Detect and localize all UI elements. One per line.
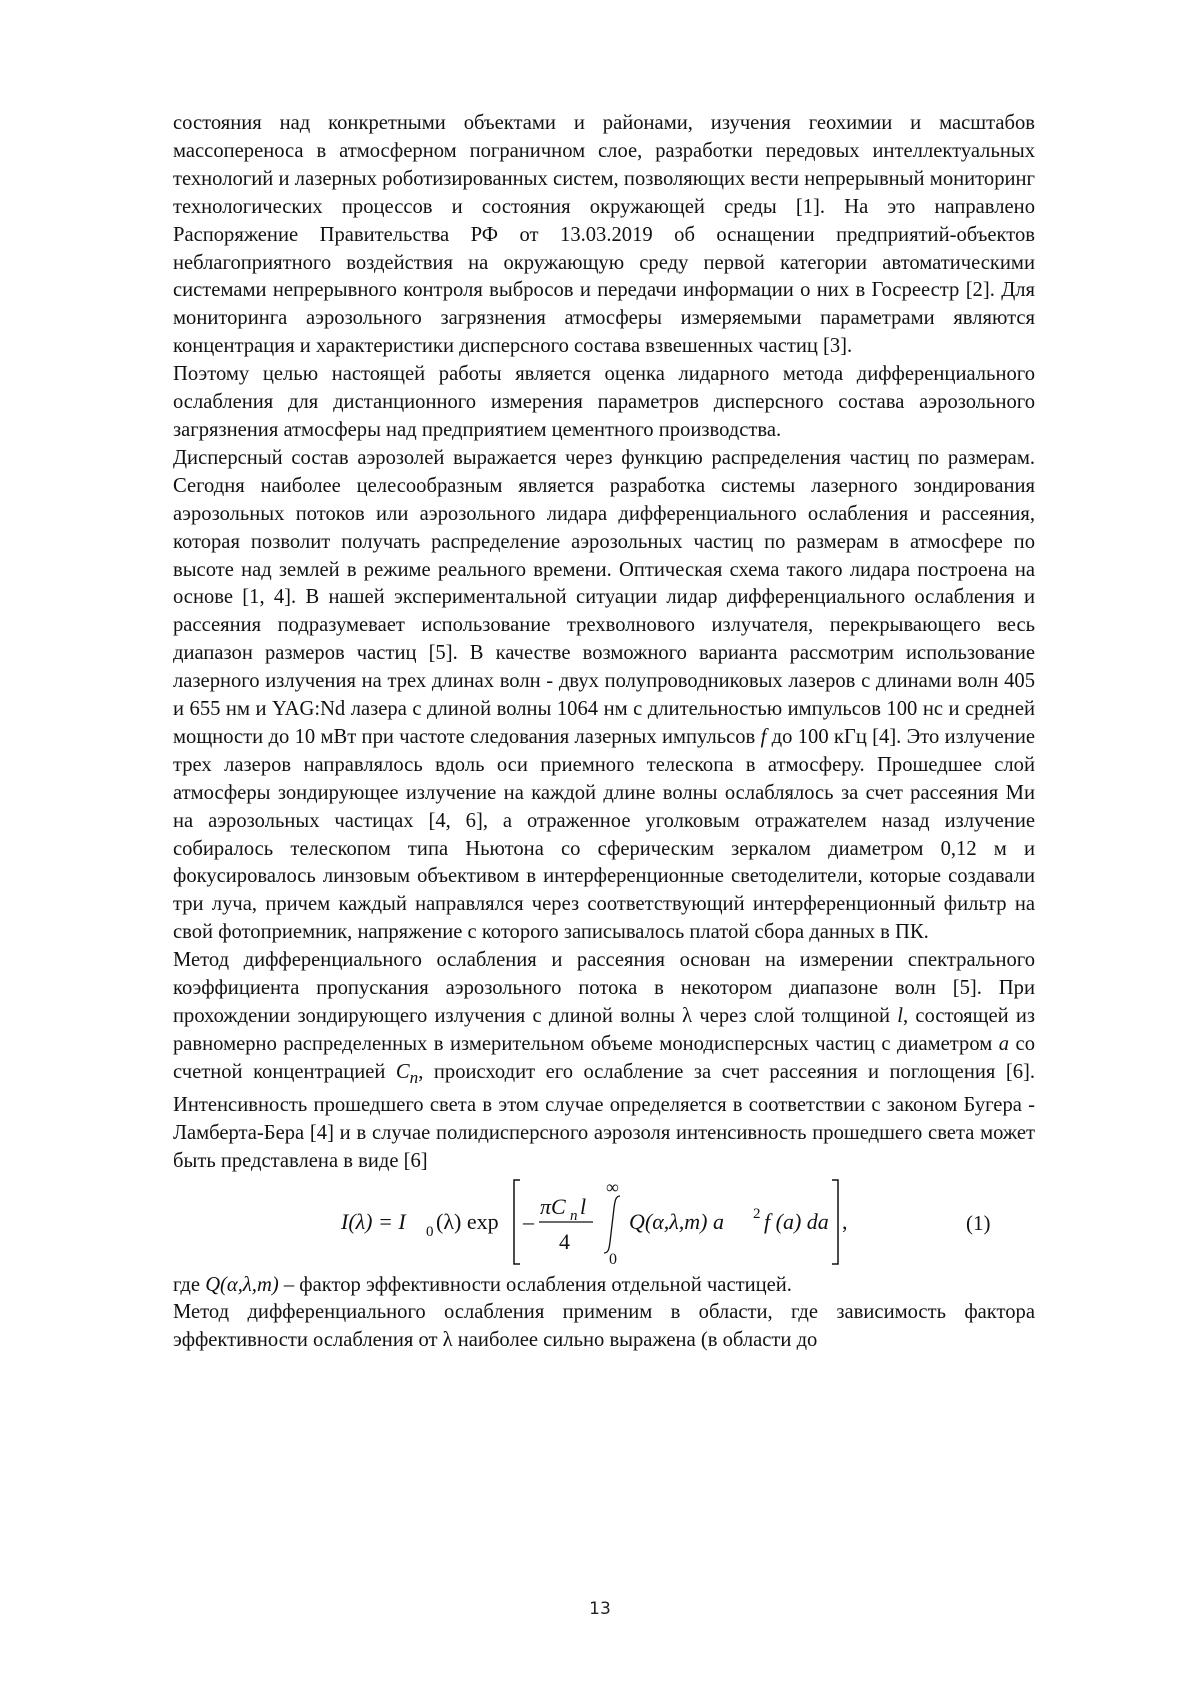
formula-lhs-subscript: 0 [426, 1224, 434, 1240]
formula-lhs-rest: (λ) exp [436, 1209, 499, 1234]
paragraph-4-text-c: со счетной концентрацией [173, 1033, 1035, 1083]
paragraph-5-prefix: где [173, 1274, 205, 1296]
thickness-symbol: l [897, 1005, 903, 1027]
paragraph-2-text: Поэтому целью настоящей работы является оценка лидарного метода дифференциального ослабления для дистанционного измерения параметров дисперсного состава аэрозольного загрязнения атмосферы над предприятием цементного производства. [173, 363, 1035, 441]
integral-sign [604, 1196, 620, 1253]
paragraph-4-text-b: , состоящей из равномерно распределенных в измерительном объеме монодисперсных частиц с диаметром [173, 1005, 1035, 1055]
paragraph-4 [173, 947, 1035, 1175]
page-body [173, 110, 1035, 1355]
paragraph-6-text: Метод дифференциального ослабления применим в области, где зависимость фактора эффективности ослабления от λ наиболее сильно выражена (в области до [173, 1301, 1035, 1351]
paragraph-4-text-d: , происходит его ослабление за счет рассеяния и поглощения [6]. Интенсивность прошедшего света в этом случае определяется в соответствии с законом Бугера - Ламберта-Бера [4] и в случае полидисперсного аэрозоля интенсивность прошедшего света может быть представлена в виде [6] [173, 1061, 1035, 1172]
formula-integral-lower-limit: 0 [609, 1251, 617, 1268]
paragraph-5 [173, 1272, 1035, 1300]
left-bracket [514, 1180, 520, 1264]
formula-minus: – [522, 1209, 535, 1234]
paragraph-3 [173, 445, 1035, 947]
formula-integrand: Q(α,λ,m) a [629, 1209, 724, 1234]
formula-fraction-numerator-subscript: n [570, 1208, 578, 1224]
frequency-symbol: f [761, 726, 767, 748]
paragraph-1 [173, 110, 1035, 361]
concentration-symbol: C [396, 1061, 410, 1083]
formula-integrand-rest: f (a) da [764, 1209, 829, 1234]
formula-comma: , [842, 1209, 848, 1234]
formula-1 [173, 1176, 1035, 1272]
formula-svg [173, 1176, 1035, 1272]
paragraph-3-text-b: до 100 кГц [4]. Это излучение трех лазеров направлялось вдоль оси приемного телескопа в атмосферу. Прошедшее слой атмосферы зондирующее излучение на каждой длине волны ослаблялось за счет рассеяния Ми на аэрозольных частицах [4, 6], а отраженное уголковым отражателем назад излучение собиралось телескопом типа Ньютона со сферическим зеркалом диаметром 0,12 м и фокусировалось линзовым объективом в интерференционные светоделители, которые создавали три луча, причем каждый направлялся через соответствующий интерференционный фильтр на свой фотоприемник, напряжение с которого записывалось платой сбора данных в ПК. [173, 726, 1035, 943]
page-number: 13 [0, 1599, 1200, 1619]
right-bracket [832, 1180, 838, 1264]
formula-lhs: I(λ) = I [340, 1209, 407, 1234]
concentration-subscript: n [410, 1068, 419, 1087]
formula-fraction-denominator: 4 [559, 1229, 570, 1254]
efficiency-factor-symbol: Q(α,λ,m) [205, 1274, 279, 1296]
formula-number: (1) [966, 1211, 991, 1235]
paragraph-3-text-a: Дисперсный состав аэрозолей выражается через функцию распределения частиц по размерам. Сегодня наиболее целесообразным является разработка системы лазерного зондирования аэрозольных потоков или аэрозольного лидара дифференциального ослабления и рассеяния, которая позволит получать распределение аэрозольных частиц по размерам в атмосфере по высоте над землей в режиме реального времени. Оптическая схема такого лидара построена на основе [1, 4]. В нашей экспериментальной ситуации лидар дифференциального ослабления и рассеяния подразумевает использование трехволнового излучателя, перекрывающего весь диапазон размеров частиц [5]. В качестве возможного варианта рассмотрим использование лазерного излучения на трех длинах волн - двух полупроводниковых лазеров с длинами волн 405 и 655 нм и YAG:Nd лазера с длиной волны 1064 нм с длительностью импульсов 100 нс и средней мощности до 10 мВт при частоте следования лазерных импульсов [173, 447, 1035, 748]
paragraph-6 [173, 1299, 1035, 1355]
paragraph-5-suffix: – фактор эффективности ослабления отдельной частицей. [279, 1274, 792, 1296]
formula-fraction-numerator-l: l [580, 1194, 586, 1219]
formula-fraction-numerator: πC [540, 1194, 566, 1219]
paragraph-1-text: состояния над конкретными объектами и районами, изучения геохимии и масштабов массопереноса в атмосферном пограничном слое, разработки передовых интеллектуальных технологий и лазерных роботизированных систем, позволяющих вести непрерывный мониторинг технологических процессов и состояния окружающей среды [1]. На это направлено Распоряжение Правительства РФ от 13.03.2019 об оснащении предприятий-объектов неблагоприятного воздействия на окружающую среду первой категории автоматическими системами непрерывного контроля выбросов и передачи информации о них в Госреестр [2]. Для мониторинга аэрозольного загрязнения атмосферы измеряемыми параметрами являются концентрация и характеристики дисперсного состава взвешенных частиц [3]. [173, 112, 1035, 357]
paragraph-2 [173, 361, 1035, 445]
formula-integral-upper-limit: ∞ [606, 1177, 619, 1197]
diameter-symbol: a [999, 1033, 1009, 1055]
paragraph-4-text-a: Метод дифференциального ослабления и рассеяния основан на измерении спектрального коэффициента пропускания аэрозольного потока в некотором диапазоне волн [5]. При прохождении зондирующего излучения с длиной волны λ через слой толщиной [173, 949, 1035, 1027]
formula-integrand-superscript: 2 [753, 1206, 761, 1222]
